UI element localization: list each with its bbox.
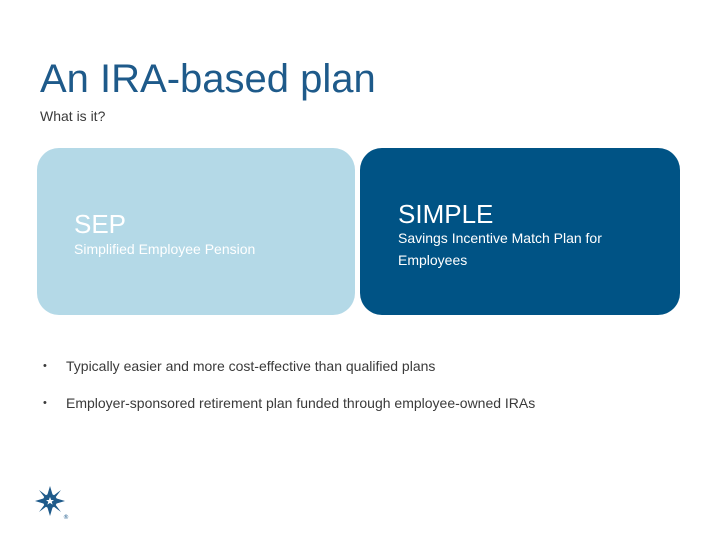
bullet-item bbox=[43, 356, 535, 376]
simple-card bbox=[360, 148, 680, 315]
sep-description: Simplified Employee Pension bbox=[74, 241, 256, 257]
simple-heading: SIMPLE bbox=[398, 199, 494, 229]
bullet-item bbox=[43, 393, 535, 413]
slide-title: An IRA-based plan bbox=[40, 57, 376, 101]
bullet-mark: • bbox=[43, 397, 47, 409]
registered-mark: ® bbox=[63, 514, 69, 521]
bullet-mark: • bbox=[43, 360, 47, 372]
star-compass-logo-icon bbox=[34, 485, 70, 521]
slide-subtitle: What is it? bbox=[40, 108, 106, 124]
simple-description: Savings Incentive Match Plan for Employees bbox=[398, 230, 602, 268]
bullet-text: Typically easier and more cost-effective than qualified plans bbox=[66, 358, 436, 374]
sep-heading: SEP bbox=[74, 209, 127, 239]
sep-card bbox=[37, 148, 355, 315]
bullet-text: Employer-sponsored retirement plan funded through employee-owned IRAs bbox=[66, 395, 536, 411]
bullet-list bbox=[43, 356, 535, 430]
